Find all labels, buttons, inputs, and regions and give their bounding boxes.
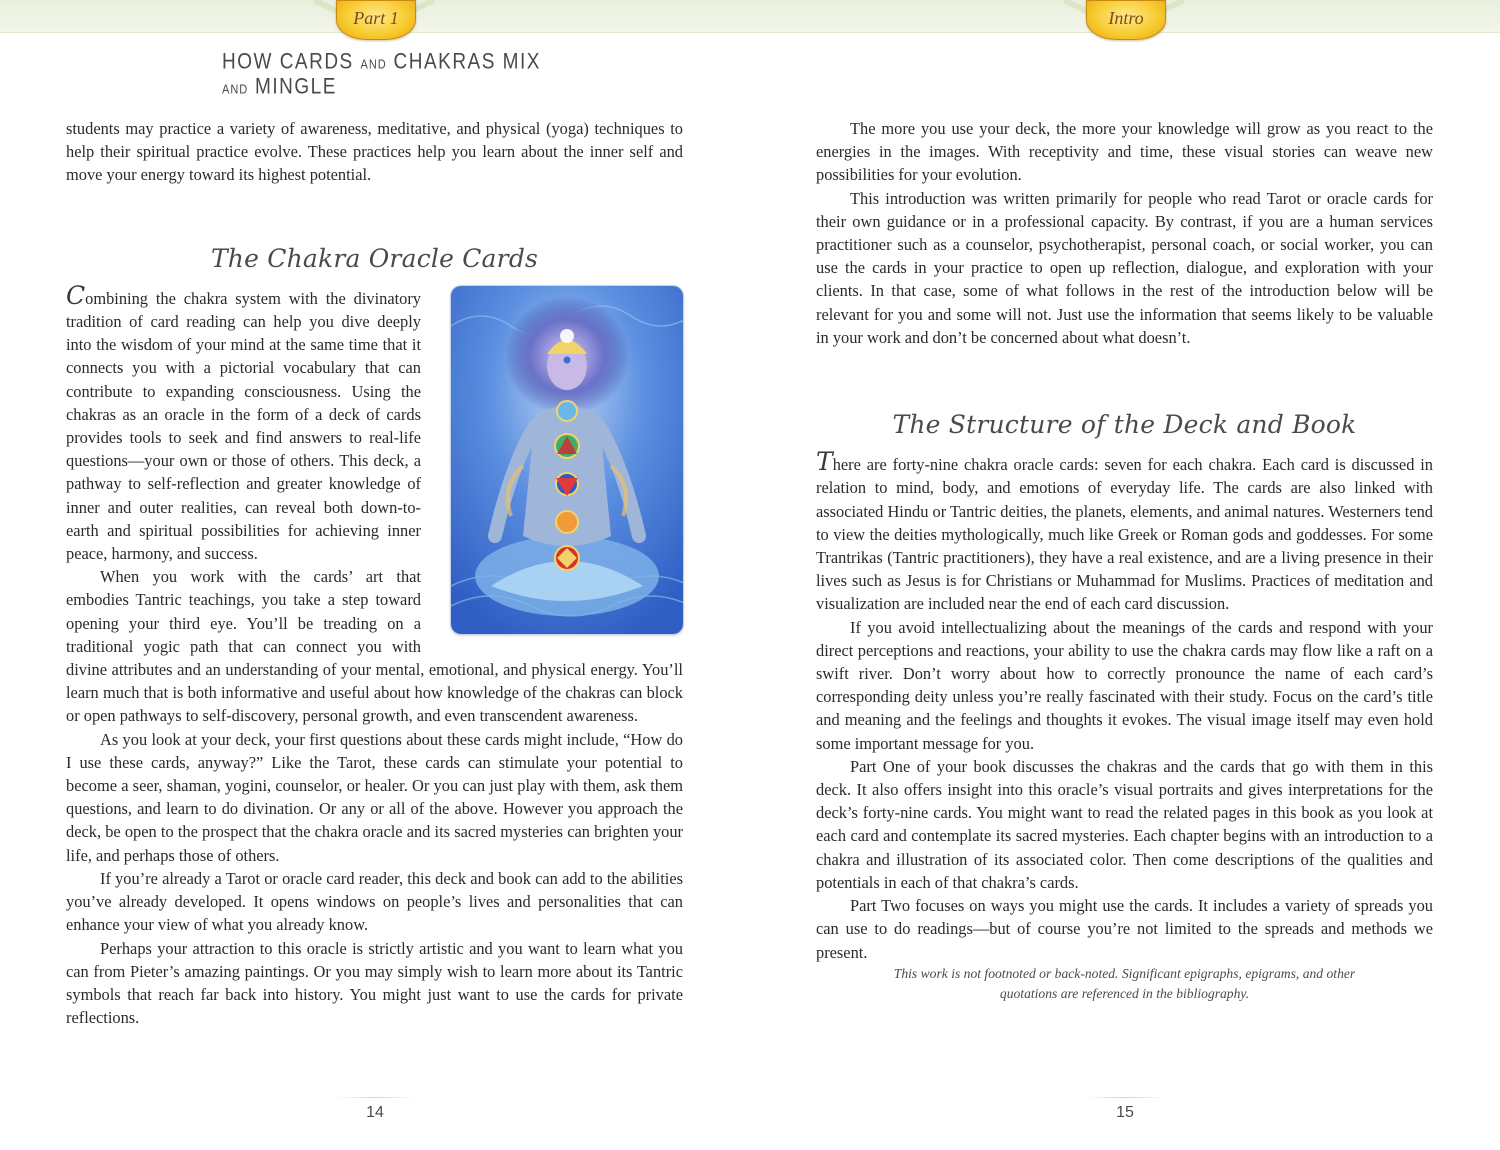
paragraph: If you’re already a Tarot or oracle card reader, this deck and book can add to the abilities you’ve already developed. It opens windows on people’s lives and personalities that can enhance your view of what you already know. [66,868,683,935]
part-badge [336,0,416,40]
paragraph: Part One of your book discusses the chakras and the cards that go with them in this deck. It also offers insight into this oracle’s visual portraits and gives interpretations for the deck’s forty-nine cards. You might want to read the related pages in this book as you look at each card and contemplate its sacred mysteries. Each chapter begins with an introduction to a chakra and illustration of its associated color. Then come descriptions of the qualities and potentials in each of that chakra’s cards. [816,756,1433,892]
intro-badge [1086,0,1166,40]
section-heading: The Structure of the Deck and Book [892,410,1357,440]
paragraph-text: here are forty-nine chakra oracle cards: seven for each chakra. Each card is discussed in relation to mind, body, and emotions of everyday life. The cards are also linked with associated Hindu or Tantric deities, the planets, elements, and animal natures. Westerners tend to view the deities mythologically, much like Greek or Roman gods and goddesses. For some Trantrikas (Tantric practitioners), they have a real existence, and are a living presence in their lives such as Jesus is for Christians or Muhammad for Muslims. Practices of meditation and visualization are included near the end of each card discussion. [816,455,1433,614]
section-heading: The Chakra Oracle Cards [210,243,539,273]
paragraph: The more you use your deck, the more your knowledge will grow as you react to the energies in the images. With receptivity and time, these visual stories can weave new possibilities for your evolution. [816,119,1433,185]
paragraph: As you look at your deck, your first questions about these cards might include, “How do I use these cards, anyway?” Like the Tarot, these cards can stimulate your potential to become a seer, shaman, yogini, counselor, or healer. Or you can just play with them, ask them questions, and learn to do divination. Or any or all of the above. However you approach the deck, be open to the prospect that the chakra oracle and its sacred mysteries can brighten your life, and perhaps those of others. [66,729,683,865]
paragraph: This introduction was written primarily for people who read Tarot or oracle cards for their own guidance or in a professional capacity. By contrast, if you are a human services practitioner such as a counselor, psychotherapist, personal coach, or social worker, you can use the cards in your practice to open up reflection, dialogue, and exploration with your clients. In that case, some of what follows in the rest of the introduction below will be relevant for you and some will not. Just use the information that seems likely to be valuable in your work and don’t be concerned about what doesn’t. [816,188,1433,347]
running-head-word: MINGLE [255,75,337,100]
running-head-word: HOW CARDS [222,50,354,75]
paragraph: students may practice a variety of awareness, meditative, and physical (yoga) techniques to help their spiritual practice evolve. These practices help you learn about the inner self and move your energy toward its highest potential. [66,119,683,185]
left-page [66,117,683,1029]
page-number-left: 14 [366,1104,384,1121]
folio-rule [335,1097,415,1098]
paragraph: If you avoid intellectualizing about the meanings of the cards and respond with your direct perceptions and reactions, your ability to use the chakra cards may flow like a raft on a swift river. Don’t worry about how to correctly pronounce the name of each card’s corresponding deity unless you’re really fascinated with their study. Focus on the card’s title and meaning and the feelings and thoughts it evokes. The visual image itself may even hold some important message for you. [816,617,1433,753]
page-number-right: 15 [1116,1104,1134,1121]
drop-cap: C [66,280,86,310]
intro-badge-label: Intro [1108,7,1144,28]
paragraph-text: ombining the chakra system with the divinatory tradition of card reading can help you dive deeply into the wisdom of your mind at the same time that it connects you with a pictorial vocabulary that can contribute to expanding consciousness. Using the chakras as an oracle in the form of a deck of cards provides tools to seek and find answers to real-life questions—your own or those of others. This deck, a pathway to self-reflection and greater knowledge of inner and outer realities, can reveal both down-to-earth and spiritual possibilities for achieving inner peace, harmony, and success. [66,288,421,564]
right-page [816,117,1433,1004]
running-head [222,50,542,101]
top-decorative-band [0,0,1500,33]
paragraph [816,447,1433,615]
footnote: This work is not footnoted or back-noted. Significant epigraphs, epigrams, and other quotations are referenced in the bibliography. [893,965,1356,1001]
paragraph: Perhaps your attraction to this oracle is strictly artistic and you want to learn what you can from Pieter’s amazing paintings. Or you may simply wish to learn more about its Tantric symbols that reach far back into history. You might just want to use the cards for private reflections. [66,938,683,1028]
running-head-word: AND [360,58,387,72]
folio-rule [1085,1097,1165,1098]
part-badge-label: Part 1 [353,7,399,28]
paragraph: Part Two focuses on ways you might use the cards. It includes a variety of spreads you can use to do readings—but of course you’re not limited to the spreads and methods we present. [816,896,1433,962]
running-head-word: AND [222,83,249,98]
paragraph: When you work with the cards’ art that embodies Tantric teachings, you take a step toward opening your third eye. You’ll be treading on a traditional yogic path that can connect you with divine attributes and an understanding of your mental, emotional, and physical energy. You’ll learn much that is both informative and useful about how knowledge of the chakras can block or open pathways to self-discovery, personal growth, and even transcendent awareness. [66,567,683,726]
drop-cap: T [816,447,833,477]
running-head-word: CHAKRAS MIX [393,50,541,75]
chakra-card-illustration [451,286,683,634]
